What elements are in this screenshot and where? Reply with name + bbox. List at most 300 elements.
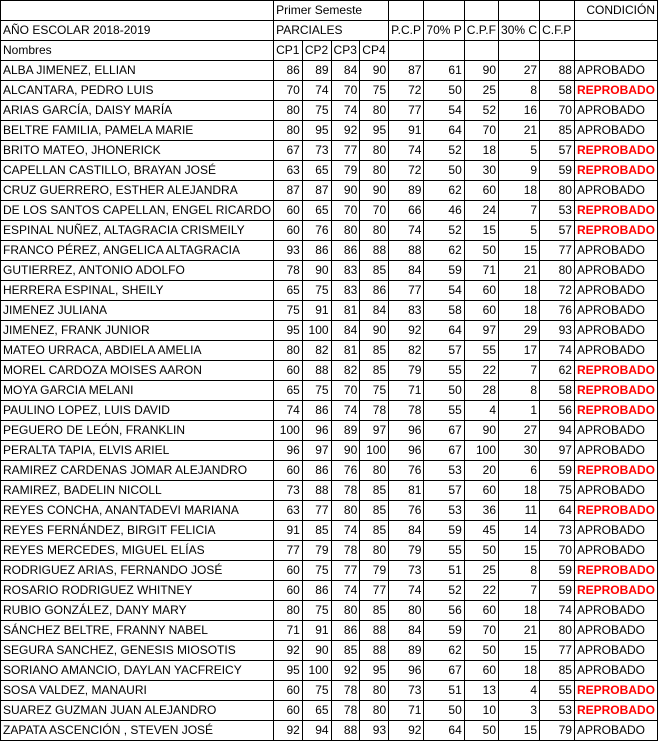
pct30-cell[interactable]: 15 xyxy=(499,721,540,741)
cpf-cell[interactable]: 24 xyxy=(464,201,498,221)
student-name-cell[interactable]: MOYA GARCIA MELANI xyxy=(1,381,274,401)
cp2-cell[interactable]: 86 xyxy=(302,461,331,481)
pct70-cell[interactable]: 64 xyxy=(424,121,464,141)
cfp-cell[interactable]: 74 xyxy=(540,601,575,621)
cpf-cell[interactable]: 28 xyxy=(464,381,498,401)
cp4-cell[interactable]: 85 xyxy=(360,341,389,361)
cp4-cell[interactable]: 86 xyxy=(360,281,389,301)
cp4-cell[interactable]: 84 xyxy=(360,301,389,321)
pcp-cell[interactable]: 87 xyxy=(389,61,424,81)
cp2-cell[interactable]: 86 xyxy=(302,581,331,601)
pct70-cell[interactable]: 51 xyxy=(424,681,464,701)
student-name-cell[interactable]: JIMENEZ, FRANK JUNIOR xyxy=(1,321,274,341)
cp3-cell[interactable]: 80 xyxy=(331,221,360,241)
cp4-cell[interactable]: 78 xyxy=(360,401,389,421)
cpf-cell[interactable]: 50 xyxy=(464,241,498,261)
pct70-cell[interactable]: 53 xyxy=(424,501,464,521)
pct70-cell[interactable]: 46 xyxy=(424,201,464,221)
condition-cell[interactable]: APROBADO xyxy=(574,341,657,361)
pct70-cell[interactable]: 53 xyxy=(424,461,464,481)
student-name-cell[interactable]: ZAPATA ASCENCIÓN , STEVEN JOSÉ xyxy=(1,721,274,741)
cp3-cell[interactable]: 74 xyxy=(331,581,360,601)
student-name-cell[interactable]: REYES FERNÁNDEZ, BIRGIT FELICIA xyxy=(1,521,274,541)
cp1-cell[interactable]: 86 xyxy=(274,61,303,81)
cpf-cell[interactable]: 52 xyxy=(464,101,498,121)
student-name-cell[interactable]: JIMENEZ JULIANA xyxy=(1,301,274,321)
pct70-cell[interactable]: 50 xyxy=(424,701,464,721)
cp1-cell[interactable]: 92 xyxy=(274,721,303,741)
pcp-cell[interactable]: 66 xyxy=(389,201,424,221)
condition-cell[interactable]: REPROBADO xyxy=(574,201,657,221)
pcp-cell[interactable]: 78 xyxy=(389,401,424,421)
pct30-cell[interactable]: 18 xyxy=(499,301,540,321)
cp1-cell[interactable]: 95 xyxy=(274,321,303,341)
pct70-header[interactable]: 70% P xyxy=(424,21,464,41)
cfp-cell[interactable]: 74 xyxy=(540,341,575,361)
pcp-cell[interactable]: 91 xyxy=(389,121,424,141)
pct70-cell[interactable]: 54 xyxy=(424,101,464,121)
pcp-cell[interactable]: 92 xyxy=(389,321,424,341)
cfp-cell[interactable]: 70 xyxy=(540,101,575,121)
condition-title[interactable]: CONDICIÓN xyxy=(574,1,657,21)
condition-cell[interactable]: APROBADO xyxy=(574,621,657,641)
cp1-cell[interactable]: 60 xyxy=(274,201,303,221)
cpf-cell[interactable]: 60 xyxy=(464,601,498,621)
pct30-cell[interactable]: 29 xyxy=(499,321,540,341)
condition-cell[interactable]: APROBADO xyxy=(574,421,657,441)
cp2-cell[interactable]: 77 xyxy=(302,501,331,521)
cp2-cell[interactable]: 75 xyxy=(302,681,331,701)
cp3-cell[interactable]: 77 xyxy=(331,561,360,581)
pct30-cell[interactable]: 17 xyxy=(499,341,540,361)
parciales-label[interactable]: PARCIALES xyxy=(274,21,389,41)
cfp-cell[interactable]: 80 xyxy=(540,261,575,281)
cfp-cell[interactable]: 97 xyxy=(540,441,575,461)
cp3-cell[interactable]: 78 xyxy=(331,681,360,701)
cp3-cell[interactable]: 76 xyxy=(331,461,360,481)
student-name-cell[interactable]: ESPINAL NUÑEZ, ALTAGRACIA CRISMEILY xyxy=(1,221,274,241)
condition-cell[interactable]: REPROBADO xyxy=(574,681,657,701)
pct30-cell[interactable]: 21 xyxy=(499,121,540,141)
cp4-cell[interactable]: 85 xyxy=(360,261,389,281)
pct70-cell[interactable]: 62 xyxy=(424,641,464,661)
cpf-cell[interactable]: 22 xyxy=(464,581,498,601)
cp3-cell[interactable]: 89 xyxy=(331,421,360,441)
cp2-cell[interactable]: 85 xyxy=(302,521,331,541)
cp3-cell[interactable]: 81 xyxy=(331,301,360,321)
condition-cell[interactable]: APROBADO xyxy=(574,441,657,461)
condition-cell[interactable]: APROBADO xyxy=(574,61,657,81)
pct30-cell[interactable]: 5 xyxy=(499,141,540,161)
cfp-cell[interactable]: 79 xyxy=(540,721,575,741)
cfp-cell[interactable]: 73 xyxy=(540,521,575,541)
pct70-cell[interactable]: 54 xyxy=(424,281,464,301)
cfp-cell[interactable]: 59 xyxy=(540,561,575,581)
cfp-cell[interactable]: 59 xyxy=(540,161,575,181)
cp4-cell[interactable]: 93 xyxy=(360,721,389,741)
cp3-cell[interactable]: 77 xyxy=(331,141,360,161)
condition-cell[interactable]: REPROBADO xyxy=(574,461,657,481)
cp1-cell[interactable]: 73 xyxy=(274,481,303,501)
pct30-cell[interactable]: 15 xyxy=(499,641,540,661)
cp1-cell[interactable]: 80 xyxy=(274,601,303,621)
pct30-cell[interactable]: 18 xyxy=(499,601,540,621)
cp1-cell[interactable]: 74 xyxy=(274,401,303,421)
cp1-cell[interactable]: 80 xyxy=(274,341,303,361)
pct70-cell[interactable]: 59 xyxy=(424,261,464,281)
cpf-cell[interactable]: 36 xyxy=(464,501,498,521)
pcp-cell[interactable]: 89 xyxy=(389,181,424,201)
cp1-cell[interactable]: 65 xyxy=(274,381,303,401)
condition-cell[interactable]: APROBADO xyxy=(574,181,657,201)
pct30-cell[interactable]: 8 xyxy=(499,81,540,101)
cp1-cell[interactable]: 60 xyxy=(274,681,303,701)
cfp-cell[interactable]: 53 xyxy=(540,201,575,221)
cp3-cell[interactable]: 90 xyxy=(331,441,360,461)
pct30-cell[interactable]: 9 xyxy=(499,161,540,181)
cp4-cell[interactable]: 85 xyxy=(360,501,389,521)
cp2-cell[interactable]: 89 xyxy=(302,61,331,81)
condition-cell[interactable]: REPROBADO xyxy=(574,381,657,401)
student-name-cell[interactable]: PERALTA TAPIA, ELVIS ARIEL xyxy=(1,441,274,461)
student-name-cell[interactable]: BRITO MATEO, JHONERICK xyxy=(1,141,274,161)
cfp-cell[interactable]: 57 xyxy=(540,221,575,241)
condition-cell[interactable]: REPROBADO xyxy=(574,501,657,521)
cpf-cell[interactable]: 18 xyxy=(464,141,498,161)
cfp-cell[interactable]: 77 xyxy=(540,241,575,261)
condition-cell[interactable]: REPROBADO xyxy=(574,581,657,601)
cfp-cell[interactable]: 80 xyxy=(540,621,575,641)
cpf-cell[interactable]: 4 xyxy=(464,401,498,421)
pcp-cell[interactable]: 96 xyxy=(389,441,424,461)
student-name-cell[interactable]: BELTRE FAMILIA, PAMELA MARIE xyxy=(1,121,274,141)
pcp-cell[interactable]: 79 xyxy=(389,541,424,561)
cp1-cell[interactable]: 60 xyxy=(274,221,303,241)
pct70-cell[interactable]: 52 xyxy=(424,221,464,241)
names-header[interactable]: Nombres xyxy=(1,41,274,61)
cpf-cell[interactable]: 20 xyxy=(464,461,498,481)
cpf-cell[interactable]: 13 xyxy=(464,681,498,701)
cp4-cell[interactable]: 70 xyxy=(360,201,389,221)
cp1-cell[interactable]: 92 xyxy=(274,641,303,661)
condition-cell[interactable]: REPROBADO xyxy=(574,221,657,241)
pct70-cell[interactable]: 64 xyxy=(424,721,464,741)
pcp-cell[interactable]: 83 xyxy=(389,301,424,321)
cpf-cell[interactable]: 55 xyxy=(464,341,498,361)
empty-cell[interactable] xyxy=(464,41,498,61)
cp3-cell[interactable]: 84 xyxy=(331,61,360,81)
cpf-cell[interactable]: 25 xyxy=(464,561,498,581)
condition-cell[interactable]: APROBADO xyxy=(574,281,657,301)
condition-cell[interactable]: APROBADO xyxy=(574,601,657,621)
condition-cell[interactable]: REPROBADO xyxy=(574,401,657,421)
empty-cell[interactable] xyxy=(540,41,575,61)
cp3-cell[interactable]: 81 xyxy=(331,341,360,361)
cp3-cell[interactable]: 82 xyxy=(331,361,360,381)
cp2-cell[interactable]: 88 xyxy=(302,361,331,381)
pct30-cell[interactable]: 6 xyxy=(499,461,540,481)
cp1-cell[interactable]: 60 xyxy=(274,361,303,381)
cp4-cell[interactable]: 85 xyxy=(360,361,389,381)
cp1-cell[interactable]: 60 xyxy=(274,581,303,601)
pct30-cell[interactable]: 21 xyxy=(499,621,540,641)
cfp-cell[interactable]: 70 xyxy=(540,541,575,561)
student-name-cell[interactable]: REYES CONCHA, ANANTADEVI MARIANA xyxy=(1,501,274,521)
cp2-cell[interactable]: 86 xyxy=(302,241,331,261)
pcp-cell[interactable]: 77 xyxy=(389,281,424,301)
cp3-cell[interactable]: 85 xyxy=(331,641,360,661)
pct30-cell[interactable]: 30 xyxy=(499,441,540,461)
student-name-cell[interactable]: SORIANO AMANCIO, DAYLAN YACFREICY xyxy=(1,661,274,681)
pcp-cell[interactable]: 74 xyxy=(389,141,424,161)
cp4-cell[interactable]: 85 xyxy=(360,521,389,541)
condition-cell[interactable]: APROBADO xyxy=(574,661,657,681)
pcp-cell[interactable]: 84 xyxy=(389,261,424,281)
cp3-cell[interactable]: 83 xyxy=(331,261,360,281)
cfp-cell[interactable]: 53 xyxy=(540,701,575,721)
cp3-cell[interactable]: 74 xyxy=(331,101,360,121)
pcp-cell[interactable]: 73 xyxy=(389,681,424,701)
condition-cell[interactable]: APROBADO xyxy=(574,101,657,121)
pct70-cell[interactable]: 52 xyxy=(424,581,464,601)
cp3-cell[interactable]: 70 xyxy=(331,81,360,101)
cp3-cell[interactable]: 86 xyxy=(331,241,360,261)
pcp-cell[interactable]: 89 xyxy=(389,641,424,661)
pct30-cell[interactable]: 18 xyxy=(499,281,540,301)
condition-cell[interactable]: APROBADO xyxy=(574,641,657,661)
pct70-cell[interactable]: 57 xyxy=(424,481,464,501)
cp3-cell[interactable]: 88 xyxy=(331,721,360,741)
cpf-cell[interactable]: 30 xyxy=(464,161,498,181)
cp3-cell[interactable]: 70 xyxy=(331,381,360,401)
cpf-cell[interactable]: 15 xyxy=(464,221,498,241)
pct70-cell[interactable]: 67 xyxy=(424,661,464,681)
student-name-cell[interactable]: HERRERA ESPINAL, SHEILY xyxy=(1,281,274,301)
cp3-cell[interactable]: 79 xyxy=(331,161,360,181)
cp3-cell[interactable]: 83 xyxy=(331,281,360,301)
cpf-cell[interactable]: 45 xyxy=(464,521,498,541)
cp1-cell[interactable]: 80 xyxy=(274,121,303,141)
pcp-cell[interactable]: 81 xyxy=(389,481,424,501)
cp1-cell[interactable]: 65 xyxy=(274,281,303,301)
student-name-cell[interactable]: PEGUERO DE LEÓN, FRANKLIN xyxy=(1,421,274,441)
cp2-cell[interactable]: 87 xyxy=(302,181,331,201)
pcp-cell[interactable]: 72 xyxy=(389,161,424,181)
cpf-cell[interactable]: 71 xyxy=(464,261,498,281)
cp1-cell[interactable]: 60 xyxy=(274,461,303,481)
student-name-cell[interactable]: ROSARIO RODRIGUEZ WHITNEY xyxy=(1,581,274,601)
cp2-cell[interactable]: 91 xyxy=(302,621,331,641)
pct30-cell[interactable]: 5 xyxy=(499,221,540,241)
student-name-cell[interactable]: FRANCO PÉREZ, ANGELICA ALTAGRACIA xyxy=(1,241,274,261)
student-name-cell[interactable]: RODRIGUEZ ARIAS, FERNANDO JOSÉ xyxy=(1,561,274,581)
pcp-cell[interactable]: 77 xyxy=(389,101,424,121)
cp1-cell[interactable]: 93 xyxy=(274,241,303,261)
cp1-cell[interactable]: 91 xyxy=(274,521,303,541)
cp2-cell[interactable]: 97 xyxy=(302,441,331,461)
pct70-cell[interactable]: 55 xyxy=(424,401,464,421)
pct70-cell[interactable]: 58 xyxy=(424,301,464,321)
student-name-cell[interactable]: RUBIO GONZÁLEZ, DANY MARY xyxy=(1,601,274,621)
cfp-cell[interactable]: 59 xyxy=(540,461,575,481)
cfp-cell[interactable]: 75 xyxy=(540,481,575,501)
student-name-cell[interactable]: SÁNCHEZ BELTRE, FRANNY NABEL xyxy=(1,621,274,641)
cp2-cell[interactable]: 75 xyxy=(302,561,331,581)
condition-cell[interactable]: APROBADO xyxy=(574,301,657,321)
cp4-cell[interactable]: 80 xyxy=(360,461,389,481)
student-name-cell[interactable]: SEGURA SANCHEZ, GENESIS MIOSOTIS xyxy=(1,641,274,661)
cpf-cell[interactable]: 25 xyxy=(464,81,498,101)
cfp-cell[interactable]: 93 xyxy=(540,321,575,341)
cp1-cell[interactable]: 96 xyxy=(274,441,303,461)
cfp-cell[interactable]: 85 xyxy=(540,121,575,141)
cpf-cell[interactable]: 60 xyxy=(464,481,498,501)
student-name-cell[interactable]: SOSA VALDEZ, MANAURI xyxy=(1,681,274,701)
pcp-cell[interactable]: 80 xyxy=(389,601,424,621)
cp2-cell[interactable]: 90 xyxy=(302,641,331,661)
student-name-cell[interactable]: DE LOS SANTOS CAPELLAN, ENGEL RICARDO xyxy=(1,201,274,221)
cfp-cell[interactable]: 80 xyxy=(540,181,575,201)
pcp-cell[interactable]: 92 xyxy=(389,721,424,741)
cp2-cell[interactable]: 65 xyxy=(302,201,331,221)
condition-cell[interactable]: APROBADO xyxy=(574,261,657,281)
cp2-header[interactable]: CP2 xyxy=(302,41,331,61)
pct30-cell[interactable]: 18 xyxy=(499,661,540,681)
cp1-cell[interactable]: 63 xyxy=(274,161,303,181)
cfp-cell[interactable]: 58 xyxy=(540,81,575,101)
cp1-cell[interactable]: 67 xyxy=(274,141,303,161)
cp2-cell[interactable]: 94 xyxy=(302,721,331,741)
student-name-cell[interactable]: REYES MERCEDES, MIGUEL ELÍAS xyxy=(1,541,274,561)
empty-cell[interactable] xyxy=(574,41,657,61)
cpf-cell[interactable]: 50 xyxy=(464,541,498,561)
cp2-cell[interactable]: 73 xyxy=(302,141,331,161)
cp2-cell[interactable]: 82 xyxy=(302,341,331,361)
empty-cell[interactable] xyxy=(389,1,424,21)
cpf-cell[interactable]: 60 xyxy=(464,301,498,321)
cp1-cell[interactable]: 87 xyxy=(274,181,303,201)
pct70-cell[interactable]: 56 xyxy=(424,601,464,621)
condition-cell[interactable]: REPROBADO xyxy=(574,141,657,161)
cp3-cell[interactable]: 84 xyxy=(331,321,360,341)
condition-cell[interactable]: REPROBADO xyxy=(574,561,657,581)
cp1-header[interactable]: CP1 xyxy=(274,41,303,61)
pct30-cell[interactable]: 18 xyxy=(499,181,540,201)
cp1-cell[interactable]: 78 xyxy=(274,261,303,281)
pct30-cell[interactable]: 27 xyxy=(499,421,540,441)
cpf-cell[interactable]: 22 xyxy=(464,361,498,381)
pcp-cell[interactable]: 73 xyxy=(389,561,424,581)
empty-cell[interactable] xyxy=(424,1,464,21)
cfp-cell[interactable]: 58 xyxy=(540,381,575,401)
student-name-cell[interactable]: RAMIREZ CARDENAS JOMAR ALEJANDRO xyxy=(1,461,274,481)
pct30-cell[interactable]: 16 xyxy=(499,101,540,121)
cpf-cell[interactable]: 90 xyxy=(464,61,498,81)
cp4-cell[interactable]: 80 xyxy=(360,541,389,561)
pcp-cell[interactable]: 84 xyxy=(389,521,424,541)
cp4-cell[interactable]: 95 xyxy=(360,121,389,141)
pct70-cell[interactable]: 59 xyxy=(424,621,464,641)
empty-cell[interactable] xyxy=(464,1,498,21)
cpf-cell[interactable]: 100 xyxy=(464,441,498,461)
pct30-header[interactable]: 30% C xyxy=(499,21,540,41)
semester-label[interactable]: Primer Semeste xyxy=(274,1,389,21)
condition-cell[interactable]: REPROBADO xyxy=(574,161,657,181)
empty-cell[interactable] xyxy=(499,1,540,21)
cpf-cell[interactable]: 70 xyxy=(464,621,498,641)
cp4-cell[interactable]: 97 xyxy=(360,421,389,441)
empty-cell[interactable] xyxy=(389,41,424,61)
pct30-cell[interactable]: 4 xyxy=(499,681,540,701)
condition-cell[interactable]: APROBADO xyxy=(574,121,657,141)
cp4-cell[interactable]: 88 xyxy=(360,621,389,641)
cp4-cell[interactable]: 95 xyxy=(360,661,389,681)
cp1-cell[interactable]: 77 xyxy=(274,541,303,561)
cp2-cell[interactable]: 76 xyxy=(302,221,331,241)
pct70-cell[interactable]: 50 xyxy=(424,381,464,401)
cp2-cell[interactable]: 65 xyxy=(302,161,331,181)
cp2-cell[interactable]: 86 xyxy=(302,401,331,421)
pcp-cell[interactable]: 82 xyxy=(389,341,424,361)
pct30-cell[interactable]: 27 xyxy=(499,61,540,81)
pct30-cell[interactable]: 7 xyxy=(499,201,540,221)
cp2-cell[interactable]: 75 xyxy=(302,381,331,401)
empty-cell[interactable] xyxy=(540,1,575,21)
pct70-cell[interactable]: 50 xyxy=(424,161,464,181)
cp4-cell[interactable]: 79 xyxy=(360,561,389,581)
cp3-cell[interactable]: 86 xyxy=(331,621,360,641)
cp1-cell[interactable]: 75 xyxy=(274,301,303,321)
student-name-cell[interactable]: SUAREZ GUZMAN JUAN ALEJANDRO xyxy=(1,701,274,721)
pct30-cell[interactable]: 11 xyxy=(499,501,540,521)
condition-cell[interactable]: REPROBADO xyxy=(574,361,657,381)
cp2-cell[interactable]: 96 xyxy=(302,421,331,441)
condition-cell[interactable]: APROBADO xyxy=(574,241,657,261)
cp3-cell[interactable]: 74 xyxy=(331,401,360,421)
cp4-cell[interactable]: 80 xyxy=(360,221,389,241)
cp2-cell[interactable]: 75 xyxy=(302,601,331,621)
cp3-cell[interactable]: 92 xyxy=(331,121,360,141)
cp2-cell[interactable]: 100 xyxy=(302,321,331,341)
cp1-cell[interactable]: 63 xyxy=(274,501,303,521)
pct70-cell[interactable]: 64 xyxy=(424,321,464,341)
cp4-cell[interactable]: 80 xyxy=(360,161,389,181)
cfp-cell[interactable]: 64 xyxy=(540,501,575,521)
cp2-cell[interactable]: 75 xyxy=(302,101,331,121)
cp4-cell[interactable]: 80 xyxy=(360,141,389,161)
pct30-cell[interactable]: 3 xyxy=(499,701,540,721)
pct30-cell[interactable]: 21 xyxy=(499,261,540,281)
cp4-cell[interactable]: 90 xyxy=(360,181,389,201)
cpf-cell[interactable]: 60 xyxy=(464,661,498,681)
pct30-cell[interactable]: 8 xyxy=(499,561,540,581)
pct70-cell[interactable]: 55 xyxy=(424,361,464,381)
cp3-cell[interactable]: 70 xyxy=(331,201,360,221)
cp2-cell[interactable]: 75 xyxy=(302,281,331,301)
cfp-cell[interactable]: 62 xyxy=(540,361,575,381)
cfp-cell[interactable]: 57 xyxy=(540,141,575,161)
cp4-cell[interactable]: 75 xyxy=(360,81,389,101)
pct30-cell[interactable]: 18 xyxy=(499,481,540,501)
student-name-cell[interactable]: ALBA JIMENEZ, ELLIAN xyxy=(1,61,274,81)
student-name-cell[interactable]: ARIAS GARCÍA, DAISY MARÍA xyxy=(1,101,274,121)
cp4-cell[interactable]: 88 xyxy=(360,641,389,661)
pct30-cell[interactable]: 8 xyxy=(499,381,540,401)
school-year-label[interactable]: AÑO ESCOLAR 2018-2019 xyxy=(1,21,274,41)
student-name-cell[interactable]: MATEO URRACA, ABDIELA AMELIA xyxy=(1,341,274,361)
cp3-header[interactable]: CP3 xyxy=(331,41,360,61)
pct30-cell[interactable]: 7 xyxy=(499,581,540,601)
